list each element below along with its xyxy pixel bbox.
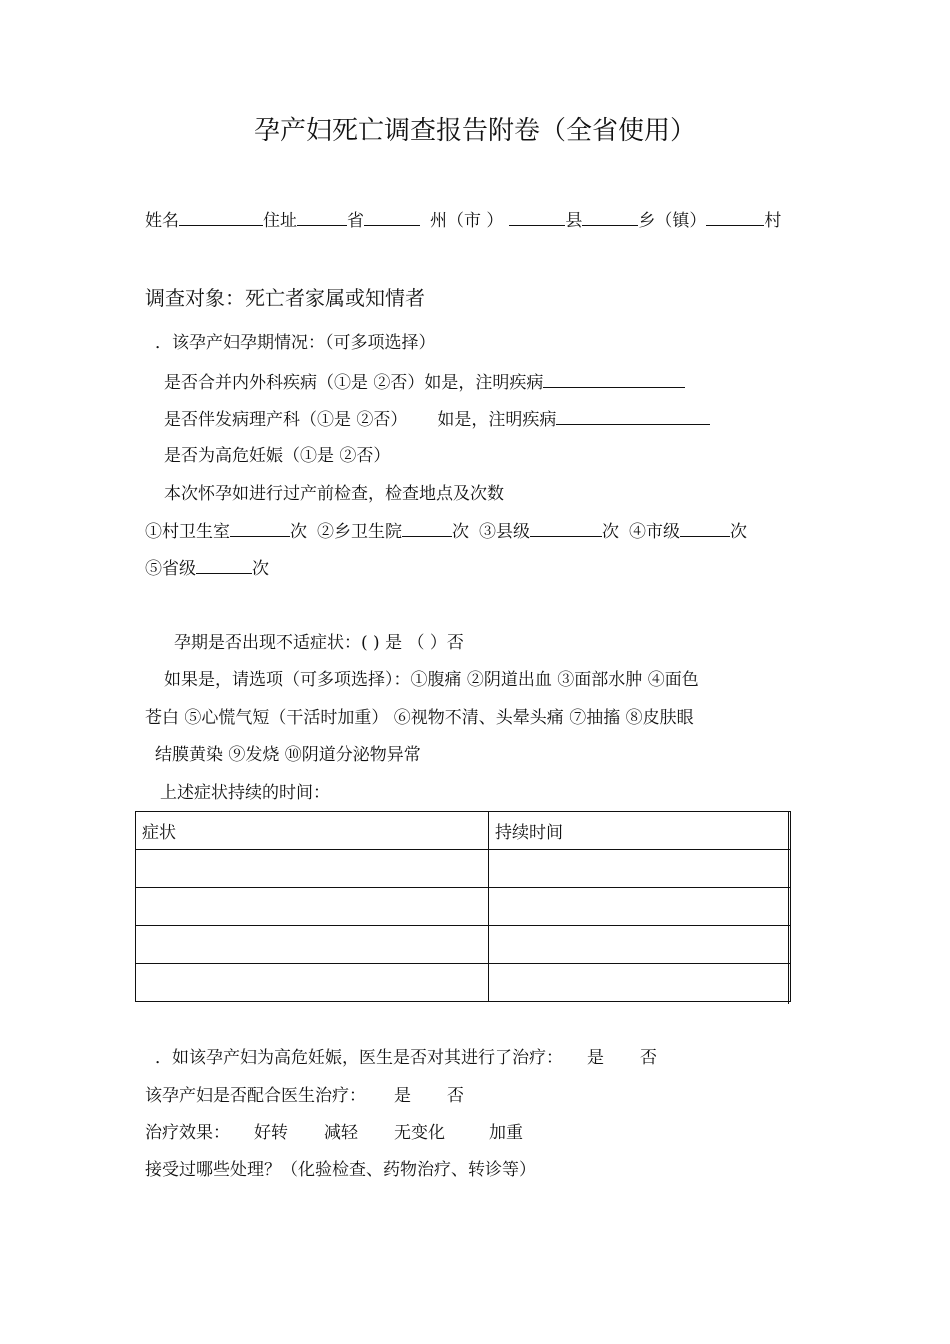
province-count-blank[interactable]	[196, 558, 252, 574]
table-right-double-border	[788, 811, 789, 1004]
table-row	[136, 964, 791, 1002]
symptom-cell[interactable]	[136, 888, 489, 926]
q1-disease-blank[interactable]	[543, 372, 685, 388]
village-label: 村	[764, 211, 782, 231]
symptom-question: 孕期是否出现不适症状：( ) 是 （ ）否	[174, 633, 464, 653]
q3-label: 治疗效果：	[145, 1123, 230, 1143]
unit-4: 次	[730, 522, 747, 542]
symptom-cell[interactable]	[136, 926, 489, 964]
q2-yes[interactable]: 是	[394, 1086, 411, 1106]
unit-2: 次	[452, 522, 469, 542]
prefecture-label: 州（市 ）	[430, 211, 504, 231]
duration-cell[interactable]	[489, 964, 791, 1002]
header-duration: 持续时间	[489, 812, 791, 850]
name-label: 姓名	[145, 211, 179, 231]
symptom-options-line1: 如果是，请选项（可多项选择）：①腹痛 ②阴道出血 ③面部水肿 ④面色	[164, 670, 699, 690]
q1-no[interactable]: 否	[640, 1048, 657, 1068]
place-village: ①村卫生室	[145, 522, 230, 542]
name-blank[interactable]	[179, 210, 263, 226]
checkup-places-row1	[145, 521, 747, 542]
effect-option[interactable]: 无变化	[394, 1123, 445, 1143]
q2-cooperate-text: 该孕产妇是否配合医生治疗：	[145, 1086, 366, 1106]
place-city: ④市级	[629, 522, 680, 542]
duration-cell[interactable]	[489, 888, 791, 926]
q2-text: 是否伴发病理产科（①是 ②否）	[164, 410, 408, 430]
duration-cell[interactable]	[489, 850, 791, 888]
table-header-row	[136, 812, 791, 850]
survey-target: 调查对象：死亡者家属或知情者	[145, 286, 425, 310]
section1-q2	[164, 409, 710, 430]
q1-treatment-text: ．如该孕产妇为高危妊娠，医生是否对其进行了治疗：	[155, 1048, 563, 1068]
q2-disease-blank[interactable]	[556, 409, 710, 425]
table-row	[136, 926, 791, 964]
q2-no[interactable]: 否	[447, 1086, 464, 1106]
symptom-cell[interactable]	[136, 964, 489, 1002]
place-township: ②乡卫生院	[317, 522, 402, 542]
q1-yes[interactable]: 是	[587, 1048, 604, 1068]
page-title: 孕产妇死亡调查报告附卷（全省使用）	[253, 116, 696, 146]
header-fields	[145, 210, 781, 231]
county-label: 县	[565, 211, 583, 231]
checkup-places-row2	[145, 558, 269, 579]
section2-q2	[145, 1086, 464, 1106]
header-symptom: 症状	[136, 812, 489, 850]
q2-note: 如是，注明疾病	[437, 410, 557, 430]
province-blank[interactable]	[364, 210, 420, 226]
effect-option[interactable]: 加重	[489, 1123, 523, 1143]
effect-option[interactable]: 好转	[254, 1123, 288, 1143]
unit-5: 次	[252, 559, 269, 579]
symptom-options-line2: 苍白 ⑤心慌气短（干活时加重） ⑥视物不清、头晕头痛 ⑦抽搐 ⑧皮肤眼	[145, 708, 694, 728]
township-label: 乡（镇）	[638, 211, 707, 231]
section1-q1	[164, 372, 685, 393]
duration-label: 上述症状持续的时间：	[160, 783, 330, 803]
address-label: 住址	[263, 211, 297, 231]
section1-heading: ．该孕产妇孕期情况：（可多项选择）	[155, 333, 436, 353]
unit-1: 次	[290, 522, 307, 542]
symptom-options-line3: 结膜黄染 ⑨发烧 ⑩阴道分泌物异常	[155, 745, 421, 765]
table-row	[136, 888, 791, 926]
place-county: ③县级	[479, 522, 530, 542]
section2-q4: 接受过哪些处理？（化验检查、药物治疗、转诊等）	[145, 1160, 536, 1180]
symptom-duration-table	[135, 811, 791, 1002]
section1-q4: 本次怀孕如进行过产前检查，检查地点及次数	[164, 484, 504, 504]
county-count-blank[interactable]	[530, 521, 602, 537]
place-province: ⑤省级	[145, 559, 196, 579]
prefecture-blank[interactable]	[509, 210, 565, 226]
unit-3: 次	[602, 522, 619, 542]
duration-cell[interactable]	[489, 926, 791, 964]
q1-text: 是否合并内外科疾病（①是 ②否）如是，注明疾病	[164, 373, 544, 393]
effect-option[interactable]: 减轻	[324, 1123, 358, 1143]
city-count-blank[interactable]	[680, 521, 730, 537]
section2-q3	[145, 1123, 523, 1143]
village-count-blank[interactable]	[230, 521, 290, 537]
section1-q3: 是否为高危妊娠（①是 ②否）	[164, 446, 391, 466]
section2-q1	[155, 1048, 657, 1068]
address-blank[interactable]	[297, 210, 347, 226]
county-blank[interactable]	[582, 210, 638, 226]
township-count-blank[interactable]	[402, 521, 452, 537]
table-row	[136, 850, 791, 888]
township-blank[interactable]	[706, 210, 764, 226]
symptom-cell[interactable]	[136, 850, 489, 888]
province-label: 省	[347, 211, 364, 231]
